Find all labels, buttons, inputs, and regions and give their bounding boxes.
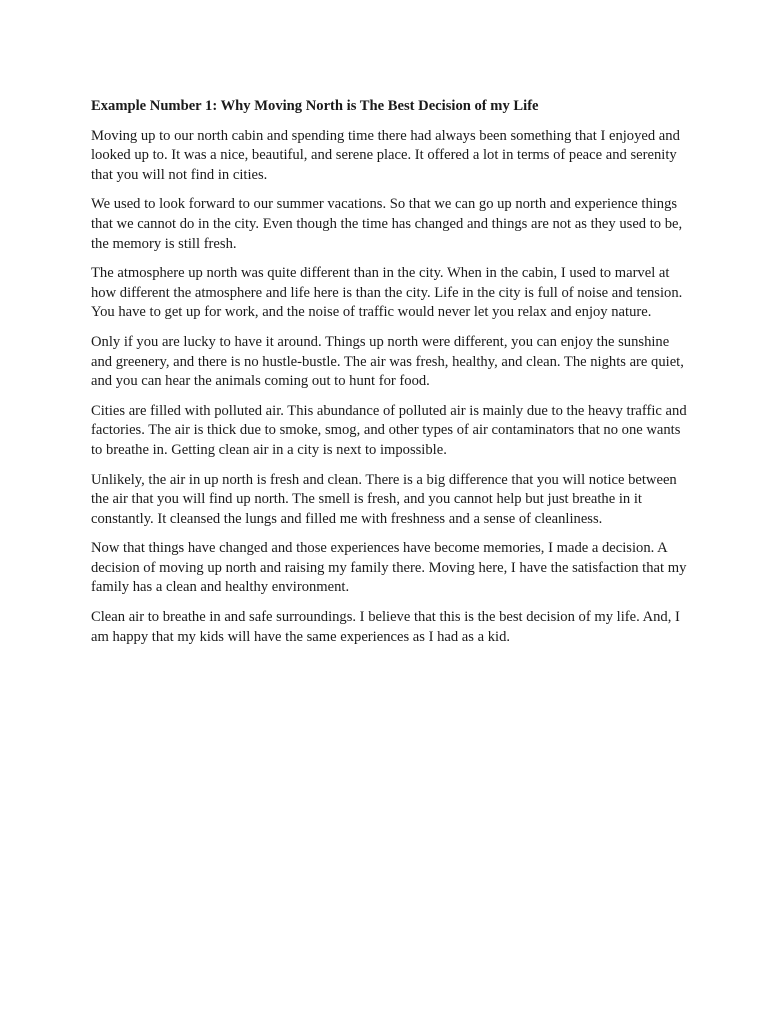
paragraph-7: Now that things have changed and those experiences have become memories, I made a decision. A decision of moving up north and raising my family there. Moving here, I have the satisfaction that my family has a clean and healthy environment. bbox=[91, 540, 687, 596]
paragraph-5: Cities are filled with polluted air. This abundance of polluted air is mainly due to the heavy traffic and factories. The air is thick due to smoke, smog, and other types of air contaminators that no one wants to breathe in. Getting clean air in a city is next to impossible. bbox=[91, 402, 687, 458]
paragraph-4: Only if you are lucky to have it around. Things up north were different, you can enjoy the sunshine and greenery, and there is no hustle-bustle. The air was fresh, healthy, and clean. The nights are quiet, and you can hear the animals coming out to hunt for food. bbox=[91, 333, 684, 390]
paragraph-1: Moving up to our north cabin and spending time there had always been something that I enjoyed and looked up to. It was a nice, beautiful, and serene place. It offered a lot in terms of peace and serenity that you will not find in cities. bbox=[91, 127, 680, 183]
paragraph-6: Unlikely, the air in up north is fresh and clean. There is a big difference that you will notice between the air that you will find up north. The smell is fresh, and you cannot help but just breathe in it constantly. It cleansed the lungs and filled me with freshness and a sense of cleanliness. bbox=[91, 471, 677, 527]
document-title: Example Number 1: Why Moving North is The Best Decision of my Life bbox=[91, 98, 539, 114]
paragraph-2: We used to look forward to our summer vacations. So that we can go up north and experience things that we cannot do in the city. Even though the time has changed and things are not as they used to be, the memory is still fresh. bbox=[91, 196, 683, 252]
paragraph-8: Clean air to breathe in and safe surroundings. I believe that this is the best decision of my life. And, I am happy that my kids will have the same experiences as I had as a kid. bbox=[91, 609, 680, 645]
paragraph-3: The atmosphere up north was quite different than in the city. When in the cabin, I used to marvel at how different the atmosphere and life here is than the city. Life in the city is full of noise and tension. You have to get up for work, and the noise of traffic would never let you relax and enjoy nature. bbox=[91, 265, 683, 321]
document-body bbox=[91, 97, 691, 657]
